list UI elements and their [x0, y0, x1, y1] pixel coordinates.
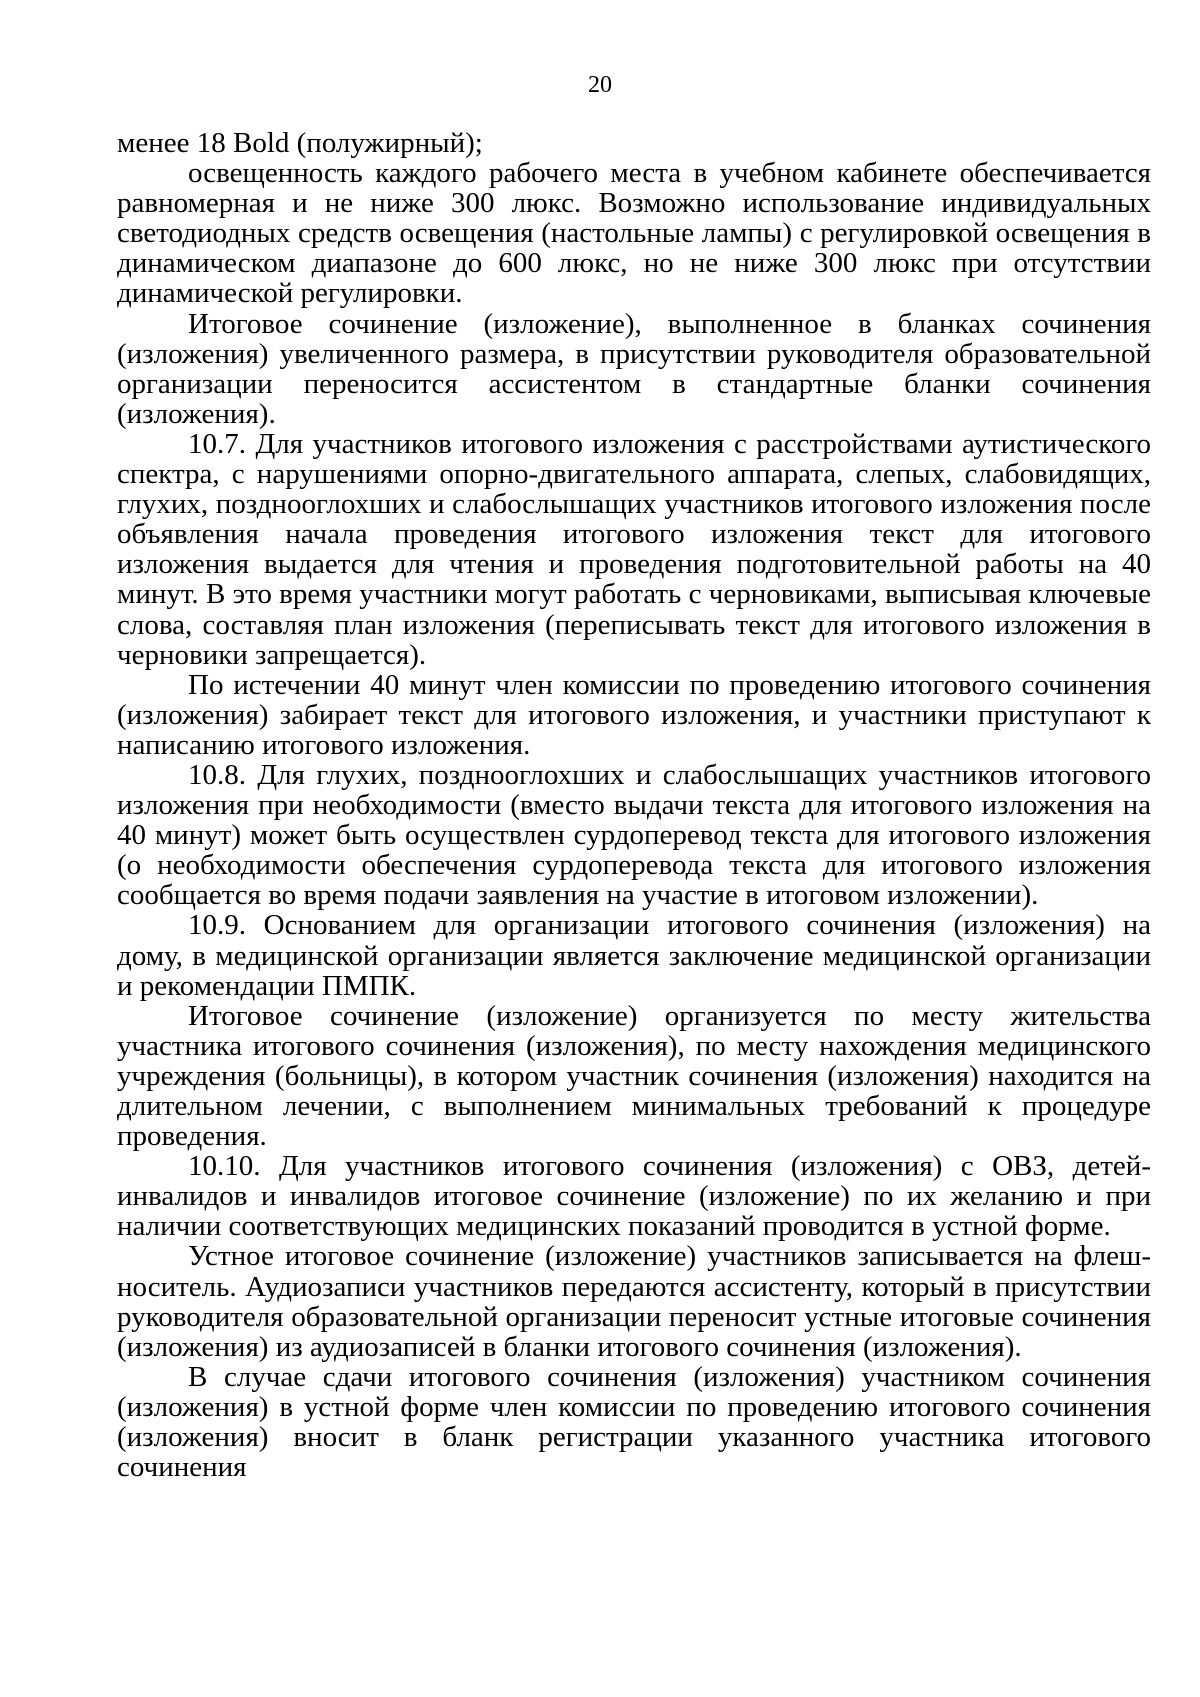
- paragraph-oral-recording: Устное итоговое сочинение (изложение) участников записывается на флеш-носитель. Аудиозаписи участников передаются ассистенту, который в присутствии руководителя образовательной организации переносит устные итоговые сочинения (изложения) из аудиозаписей в бланки итогового сочинения (изложения).: [117, 1240, 1151, 1363]
- paragraph-section-10-9: 10.9. Основанием для организации итогового сочинения (изложения) на дому, в медицинской организации является заключение медицинской организации и рекомендации ПМПК.: [117, 909, 1151, 1002]
- paragraph-after-40-minutes: По истечении 40 минут член комиссии по проведению итогового сочинения (изложения) забирает текст для итогового изложения, и участники приступают к написанию итогового изложения.: [117, 668, 1151, 761]
- document-body: [117, 128, 1151, 1482]
- paragraph-section-10-8: 10.8. Для глухих, позднооглохших и слабослышащих участников итогового изложения при необходимости (вместо выдачи текста для итогового изложения на 40 минут) может быть осуществлен сурдоперевод текста для итогового изложения (о необходимости обеспечения сурдоперевода текста для итогового изложения сообщается во время подачи заявления на участие в итоговом изложении).: [117, 758, 1151, 912]
- paragraph-continuation: менее 18 Bold (полужирный);: [117, 127, 483, 159]
- paragraph-section-10-7: 10.7. Для участников итогового изложения с расстройствами аутистического спектра, с нарушениями опорно-двигательного аппарата, слепых, слабовидящих, глухих, позднооглохших и слабослышащих участников итогового изложения после объявления начала проведения итогового изложения текст для итогового изложения выдается для чтения и проведения подготовительной работы на 40 минут. В это время участники могут работать с черновиками, выписывая ключевые слова, составляя план изложения (переписывать текст для итогового изложения в черновики запрещается).: [117, 427, 1151, 671]
- page-number: 20: [588, 72, 612, 98]
- paragraph-section-10-10: 10.10. Для участников итогового сочинения (изложения) с ОВЗ, детей-инвалидов и инвалидов итоговое сочинение (изложение) по их желанию и при наличии соответствующих медицинских показаний проводится в устной форме.: [117, 1150, 1151, 1243]
- paragraph-enlarged-forms: Итоговое сочинение (изложение), выполненное в бланках сочинения (изложения) увеличенного размера, в присутствии руководителя образовательной организации переносится ассистентом в стандартные бланки сочинения (изложения).: [117, 307, 1151, 430]
- paragraph-lighting: освещенность каждого рабочего места в учебном кабинете обеспечивается равномерная и не ниже 300 люкс. Возможно использование индивидуальных светодиодных средств освещения (настольные лампы) с регулировкой освещения в динамическом диапазоне до 600 люкс, но не ниже 300 люкс при отсутствии динамической регулировки.: [117, 157, 1151, 310]
- paragraph-home-organization: Итоговое сочинение (изложение) организуется по месту жительства участника итогового сочинения (изложения), по месту нахождения медицинского учреждения (больницы), в котором участник сочинения (изложения) находится на длительном лечении, с выполнением минимальных требований к процедуре проведения.: [117, 999, 1151, 1153]
- paragraph-oral-registration: В случае сдачи итогового сочинения (изложения) участником сочинения (изложения) в устной форме член комиссии по проведению итогового сочинения (изложения) вносит в бланк регистрации указанного участника итогового сочинения: [117, 1360, 1151, 1484]
